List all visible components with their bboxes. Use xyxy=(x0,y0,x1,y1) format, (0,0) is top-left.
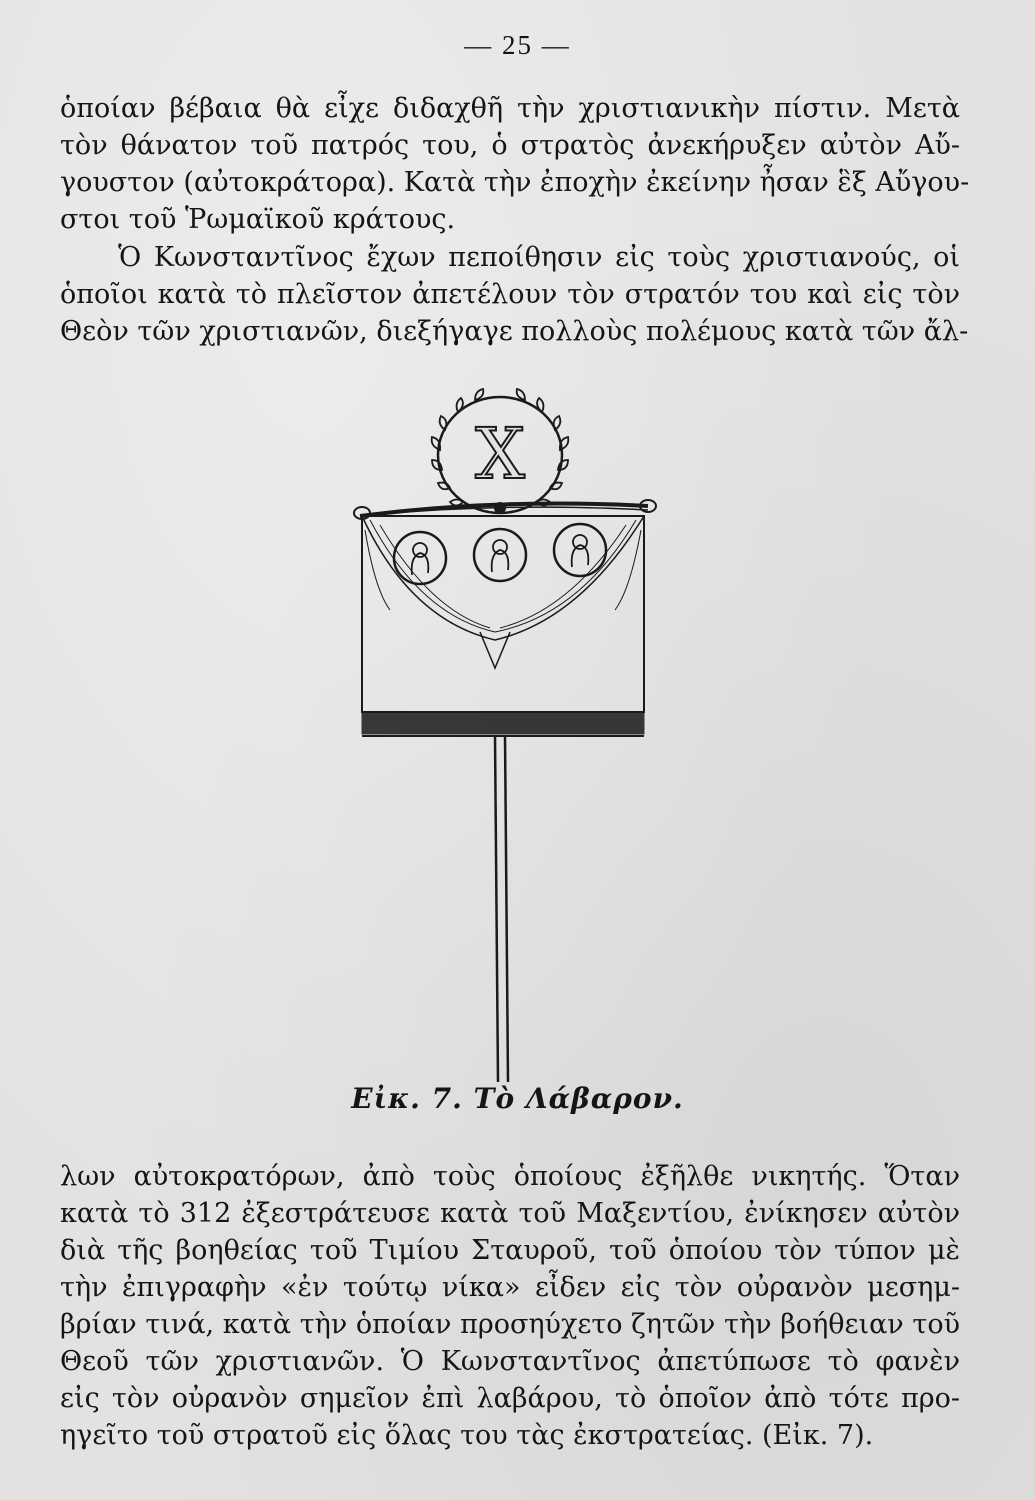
labarum-figure xyxy=(330,370,670,1090)
page-number: — 25 — xyxy=(464,30,571,60)
text-line: διὰ τῆς βοηθείας τοῦ Τιμίου Σταυροῦ, τοῦ ὁποίου τὸν τύπον μὲ xyxy=(60,1235,960,1266)
text-line: στοι τοῦ Ῥωμαϊκοῦ κράτους. xyxy=(60,204,456,235)
text-line: Θεοῦ τῶν χριστιανῶν. Ὁ Κωνσταντῖνος ἀπετύπωσε τὸ φανὲν xyxy=(60,1346,960,1377)
text-line: ὁποῖοι κατὰ τὸ πλεῖστον ἀπετέλουν τὸν στρατόν του καὶ εἰς τὸν xyxy=(60,279,960,310)
text-line: εἰς τὸν οὐρανὸν σημεῖον ἐπὶ λαβάρου, τὸ ὁποῖον ἀπὸ τότε προ- xyxy=(60,1383,960,1414)
text-line: κατὰ τὸ 312 ἐξεστράτευσε κατὰ τοῦ Μαξεντίου, ἐνίκησεν αὐτὸν xyxy=(60,1198,960,1229)
figure-caption: Εἰκ. 7. Τὸ Λάβαρον. xyxy=(351,1082,684,1115)
text-line: Θεὸν τῶν χριστιανῶν, διεξήγαγε πολλοὺς πολέμους κατὰ τῶν ἄλ- xyxy=(60,316,969,347)
fringe xyxy=(362,712,644,736)
text-line: λων αὐτοκρατόρων, ἀπὸ τοὺς ὁποίους ἐξῆλθε νικητής. Ὅταν xyxy=(60,1161,960,1192)
text-line: γουστον (αὐτοκράτορα). Κατὰ τὴν ἐποχὴν ἐκείνην ἦσαν ἓξ Αὔγου- xyxy=(60,167,970,198)
paragraph-1 xyxy=(60,90,970,238)
text-line: τὸν θάνατον τοῦ πατρός του, ὁ στρατὸς ἀνεκήρυξεν αὐτὸν Αὔ- xyxy=(60,130,960,161)
chi-letter: X xyxy=(475,413,525,495)
paragraph-2 xyxy=(60,239,969,350)
text-line: τὴν ἐπιγραφὴν «ἐν τούτῳ νίκα» εἶδεν εἰς τὸν οὐρανὸν μεσημ- xyxy=(60,1272,960,1303)
medallion-icon xyxy=(394,524,606,584)
banner xyxy=(362,516,644,712)
text-line: ὁποίαν βέβαια θὰ εἶχε διδαχθῆ τὴν χριστιανικὴν πίστιν. Μετὰ xyxy=(60,93,960,124)
labarum-illustration xyxy=(330,370,670,1090)
text-line: ηγεῖτο τοῦ στρατοῦ εἰς ὅλας του τὰς ἐκστρατείας. (Εἰκ. 7). xyxy=(60,1420,874,1451)
pole xyxy=(495,736,508,1082)
text-line: βρίαν τινά, κατὰ τὴν ὁποίαν προσηύχετο ζητῶν τὴν βοήθειαν τοῦ xyxy=(60,1309,960,1340)
paragraph-3 xyxy=(60,1158,960,1454)
text-line: Ὁ Κωνσταντῖνος ἔχων πεποίθησιν εἰς τοὺς χριστιανούς, οἱ xyxy=(118,242,960,273)
